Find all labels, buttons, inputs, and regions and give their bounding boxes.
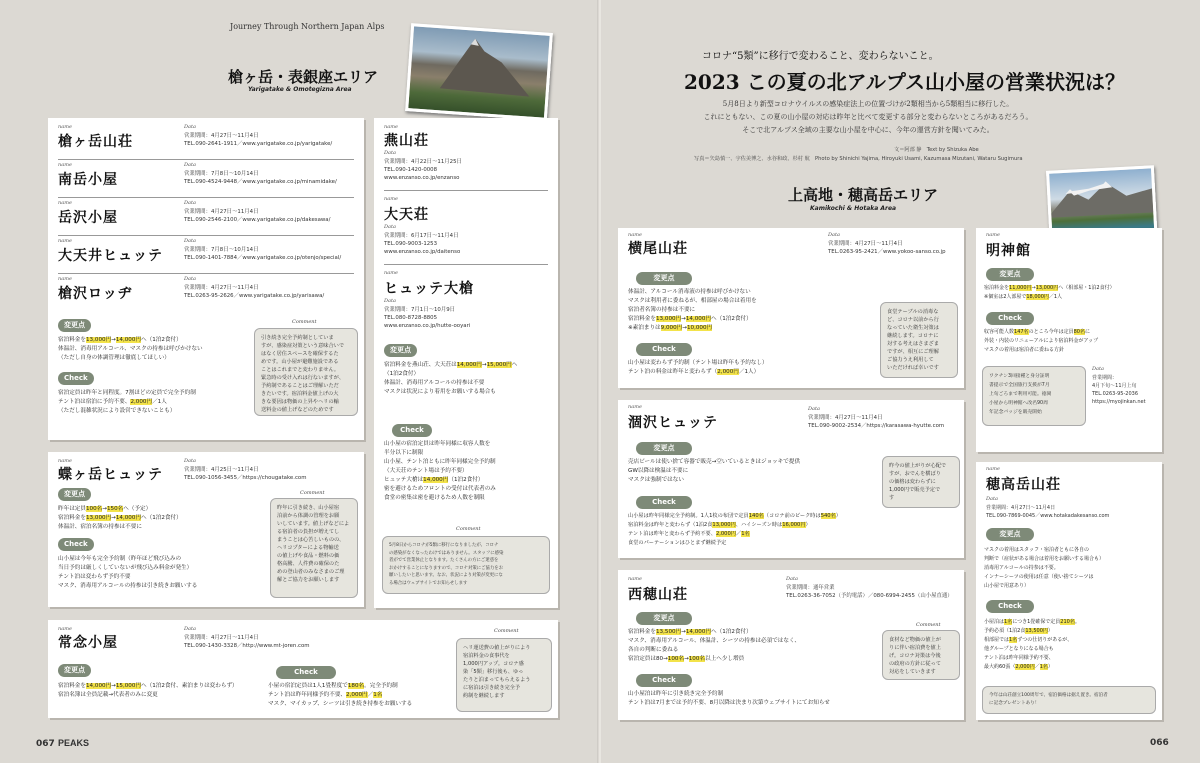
henkou-list — [384, 361, 517, 397]
name-label: name — [384, 124, 398, 130]
area-title: 槍ヶ岳・表銀座エリア — [228, 68, 379, 86]
comment-box: ワクチン3回接種と身分証明 書提示で全国旅行支援が7月 上旬ごろまで利用可能。徳岡 小屋から明神館へ改名90周 年記念バッジを販売開始 — [982, 366, 1086, 426]
comment-box: ヘリ運送費の値上がりにより 宿泊料金の食事代を 1,000円アップ。コロナ感 染「5類」移行後も、ゆっ たりと泊まってもらえるよう に宿泊は引き続き完全予 約制を継続します — [456, 638, 552, 712]
data-label: Data — [184, 124, 196, 130]
henkou-pill: 変更点 — [58, 664, 91, 677]
check-list — [268, 682, 412, 709]
right-page — [602, 0, 1200, 763]
data-label: Data — [184, 626, 196, 632]
comment-box: 昨今の値上がりが心配で すが、おでんを横ばり の価格は変わらずに 1,000円で販売予定で す — [882, 456, 960, 508]
name-label: name — [384, 196, 398, 202]
list-item: 体温計、宿泊名簿の持参は不要に — [58, 524, 142, 530]
data-label: Data — [184, 238, 196, 244]
card-hotaka — [976, 462, 1162, 720]
list-item: 外装・内装のリニューアルにより宿泊料金がアップ — [984, 338, 1099, 344]
check-list — [384, 440, 496, 503]
henkou-pill: 変更点 — [636, 612, 692, 625]
list-item: 山小屋、テント泊ともに昨年同様完全予約制 — [384, 459, 496, 465]
list-item: テント泊は7月までは予約不要、8月以降は決まり次第ウェブサイトにてお知らせ — [628, 700, 830, 706]
area-subtitle: Kamikochi & Hotaka Area — [810, 205, 897, 212]
list-item: 宿泊料金を13,500円→14,000円へ（1泊2食付） — [628, 629, 752, 635]
comment-label: Comment — [292, 319, 317, 325]
list-item: 宿泊料金を13,000円→14,000円へ（1泊2食付） — [58, 337, 182, 343]
list-item: テント泊の料金は昨年と変わらず（2,000円／1人） — [628, 369, 760, 375]
list-item: 山小屋泊は昨年に引き続き完全予約制 — [628, 691, 724, 697]
comment-label: Comment — [916, 622, 941, 628]
hut-data: 営業期間：4月27日～11月4日 TEL.090-2546-2100／www.yarigatake.co.jp/dakesawa/ — [184, 209, 331, 223]
comment-box: 食材など物価の値上が りに伴い宿泊費を値上 げ。コロナ対策は今後 の政府の方針に従って 対応をしていきます — [882, 630, 960, 680]
list-item: ※素泊まりは9,000円→10,000円 — [628, 325, 713, 331]
list-item: 昨年は定員100名→150名へ（予定） — [58, 506, 152, 512]
name-label: name — [384, 270, 398, 276]
list-item: 最大約60張（2,000円／1名） — [984, 664, 1053, 670]
henkou-pill: 変更点 — [636, 272, 692, 285]
check-pill: Check — [636, 343, 692, 356]
list-item: 食堂の密集は密を避けるため人数を制限 — [384, 495, 485, 501]
hut-name: 槍沢ロッヂ — [58, 286, 133, 302]
area-title: 上高地・穂高岳エリア — [788, 186, 939, 204]
check-pill: Check — [986, 600, 1034, 613]
henkou-list — [628, 628, 800, 664]
list-item: （ただし混雑状況により設営できないことも） — [58, 408, 176, 414]
list-item: 山小屋で用意あり） — [984, 583, 1030, 589]
list-item: 山小屋の宿泊定員は昨年同様に収容人数を — [384, 441, 491, 447]
list-item: マスクは利用者に委ねるが、相部屋の場合は着用を — [628, 298, 757, 304]
check-list — [58, 389, 196, 416]
comment-box: 食堂テーブルの消毒な ど、コロナ以前から行 なっていた衛生対策は 継続します。コロナに 対する考えはさまざま ですが、相互にご理解 ご協力うえ利用して いただければ幸いです — [880, 302, 958, 378]
card-chou — [48, 452, 364, 607]
list-item: 食堂のパーテーションはひとまず継続予定 — [628, 540, 727, 546]
list-item: 消毒用アルコールの持参は不要。 — [984, 565, 1059, 571]
hut-name: ヒュッテ大槍 — [384, 281, 474, 297]
list-item: 宿泊料金を13,000円→14,000円へ（1泊2食付） — [628, 316, 752, 322]
hut-data: 営業期間：7月8日～10月14日 TEL.090-4524-9448／www.yarigatake.co.jp/minamidake/ — [184, 171, 337, 185]
list-item: ヒュッテ大槍は14,000円（1泊2食付） — [384, 477, 484, 483]
list-item: マスク、マイカップ、シーツは引き続き持参をお願いする — [268, 701, 413, 707]
hut-name: 大天井ヒュッテ — [58, 248, 163, 264]
list-item: 判断で（症状がある場合は着用をお願いする場合も） — [984, 556, 1105, 562]
main-title: 2023 この夏の北アルプス山小屋の営業状況は？ — [684, 70, 1126, 94]
list-item: 山小屋は今年も完全予約制（昨年ほど飛び込みの — [58, 556, 182, 562]
henkou-pill: 変更点 — [986, 268, 1034, 281]
list-item: マスクの着用はスタッフ・宿泊者ともに各自の — [984, 547, 1090, 553]
name-label: name — [58, 238, 72, 244]
comment-label: Comment — [300, 490, 325, 496]
hut-data: 営業期間：4月27日～11月4日 TEL.090-9002-2534／https://karasawa-hyutte.com — [808, 415, 945, 429]
list-item: 宿泊定員は昨年と同程度。7割ほどの定員で完全予約制 — [58, 390, 196, 396]
comment-box: 昨年に引き続き、山小屋宿 泊前から体調の管理をお願 いしています。値上げなどによ る宿泊者の負担が増えてし まうことは心苦しいものの、 ヘリコプターによる物輸送 の値上げや食品・燃料の価 格高騰、人件費の確保のた めの登山者のみなさまのご理 解とご協力をお願いします — [270, 498, 358, 598]
henkou-pill: 変更点 — [384, 344, 417, 357]
hut-name: 涸沢ヒュッテ — [628, 415, 718, 431]
list-item: 宿泊料金を13,000円→14,000円へ（1泊2食付） — [58, 515, 182, 521]
area-subtitle: Yarigatake & Omotegizna Area — [248, 86, 352, 93]
list-item: 宿泊者名簿の持参は不要に — [628, 307, 696, 313]
henkou-list — [58, 682, 238, 700]
list-item: 予約必須（1泊2食13,500円） — [984, 628, 1053, 634]
list-item: 小屋泊は1名につき1畳確保で定員210名。 — [984, 619, 1080, 625]
check-list — [628, 512, 841, 548]
henkou-list — [58, 336, 203, 363]
folio-left: 067 PEAKS — [36, 738, 89, 749]
list-item: 宿泊料金を14,000円→15,000円へ（1泊2食付、素泊まりは変わらず） — [58, 683, 238, 689]
list-item: （1泊2食付） — [384, 371, 420, 377]
list-item: 各自の判断に委ねる — [628, 647, 679, 653]
comment-box: 5月8日からコロナが5類に移行になりましたが、コロナ の感染がなくなったわけではありません。スタッフに感染 者がでて営業休止となります。たくさんの方にご迷惑を おかけすることになりますので、コロナ対策にご協力をお 願いしたいと思います。なお、状況により対策が変更にな る場合はウェブサイトでお知らせします — [382, 536, 550, 594]
name-label: name — [628, 404, 642, 410]
henkou-pill: 変更点 — [58, 319, 91, 332]
hut-data: 営業期間：4月27日～11月4日 TEL.0263-95-2626／www.yarigatake.co.jp/yarisawa/ — [184, 285, 325, 299]
hut-data: 営業期間： 4月下旬～11月上旬 TEL.0263-95-2036 https://myojinkan.net — [1092, 375, 1146, 405]
hut-name: 燕山荘 — [384, 133, 429, 149]
hut-name: 穂高岳山荘 — [986, 477, 1061, 493]
hut-data: 営業期間：4月27日～11月4日 TEL.090-1430-3328／http://www.mt-joren.com — [184, 635, 310, 649]
list-item: 宿泊料金を燕山荘、大天荘は14,000円→15,000円へ — [384, 362, 518, 368]
running-head: Journey Through Northern Japan Alps — [230, 22, 385, 31]
check-list — [628, 359, 768, 377]
data-label: Data — [786, 576, 798, 582]
left-page — [0, 0, 598, 763]
name-label: name — [58, 124, 72, 130]
hut-data: 営業期間：7月8日～10月14日 TEL.090-1401-7884／www.yarigatake.co.jp/otenjo/special/ — [184, 247, 342, 261]
list-item: 体温計、消毒用アルコールの持参は不要 — [384, 380, 485, 386]
data-label: Data — [1092, 366, 1104, 372]
list-item: マスク、消毒用アルコールの持参は引き続きお願いする — [58, 583, 198, 589]
list-item: テント泊は昨年と変わらず予約不要、2,000円／1名 — [628, 531, 750, 537]
card-yokoo — [618, 228, 964, 388]
card-jonen — [48, 620, 558, 718]
check-pill: Check — [986, 312, 1034, 325]
name-label: name — [58, 162, 72, 168]
henkou-list — [628, 288, 757, 333]
hut-data: 営業期間：7月1日～10月9日 TEL.080-8728-8805 www.enzanso.co.jp/hutte-ooyari — [384, 307, 471, 329]
list-item: 宿泊定員は80→100名→100名以上へ少し増員 — [628, 656, 745, 662]
data-label: Data — [828, 232, 840, 238]
list-item: 密を避けるためフロントの受付は代表者のみ — [384, 486, 496, 492]
list-item: （大天荘のテント場は予約不要） — [384, 468, 468, 474]
list-item: テント泊は変わらず予約不要 — [58, 574, 131, 580]
check-list — [58, 555, 197, 591]
list-item: GW以降は検温は不要に — [628, 468, 689, 474]
hut-name: 常念小屋 — [58, 635, 118, 651]
list-item: 体温計、アルコール消毒液の持参は呼びかけない — [628, 289, 751, 295]
data-label: Data — [384, 298, 396, 304]
name-label: name — [986, 466, 1000, 472]
hut-name: 明神館 — [986, 243, 1031, 259]
list-item: （ただし自身の体調管理は徹底してほしい） — [58, 355, 170, 361]
hut-name: 西穂山荘 — [628, 587, 688, 603]
comment-label: Comment — [456, 526, 481, 532]
check-pill: Check — [392, 424, 432, 437]
name-label: name — [628, 576, 642, 582]
list-item: 半分以下に制限 — [384, 450, 424, 456]
hut-data: 営業期間：4月22日～11月25日 TEL.090-1420-0008 www.enzanso.co.jp/enzanso — [384, 159, 462, 181]
hut-name: 横尾山荘 — [628, 241, 688, 257]
intro-text: 5月8日より新型コロナウイルスの感染症法上の位置づけが2類相当から5類相当に移行した。 これにともない、この夏の山小屋の対応は昨年と比べて変更する部分と変わらないところがあるだろう。 そこで北アルプス全域の主要な山小屋を中心に、今年の運営方針を聞いてみた。 — [703, 100, 1033, 134]
data-label: Data — [384, 224, 396, 230]
henkou-pill: 変更点 — [636, 442, 692, 455]
list-item: マスクは強制ではない — [628, 477, 684, 483]
hut-data: 営業期間：通年営業 TEL.0263-36-7052（予約電話）／080-6994-2455（山小屋直通） — [786, 585, 953, 599]
credit-photo: 写真＝矢島慎一、宇佐美博之、水谷和政、杉村 航 Photo by Shinichi Yajima, Hiroyuki Usami, Kazumasa Mizutani, Wataru Sugimura — [694, 156, 1023, 162]
name-label: name — [58, 458, 72, 464]
list-item: テント泊は宿泊に予約不要、2,000円／1人 — [58, 399, 167, 405]
name-label: name — [628, 232, 642, 238]
list-item: 相部屋では1名ずつの仕切りがあるが、 — [984, 637, 1073, 643]
hut-data: 営業期間：4月25日～11月4日 TEL.090-1056-3455／https://chougatake.com — [184, 467, 307, 481]
list-item: テント泊は昨年同様予約不要、 — [984, 655, 1054, 661]
list-item: 収容可能人数147名のところ今年は定員80名に — [984, 329, 1090, 335]
name-label: name — [986, 232, 1000, 238]
hut-name: 槍ヶ岳山荘 — [58, 134, 133, 150]
hut-name: 蝶ヶ岳ヒュッテ — [58, 467, 163, 483]
data-label: Data — [384, 150, 396, 156]
kicker: コロナ“5類”に移行で変わること、変わらないこと。 — [702, 51, 939, 62]
list-item: マスクは状況により着用をお願いする場合も — [384, 389, 496, 395]
name-label: name — [58, 626, 72, 632]
check-pill: Check — [636, 674, 692, 687]
name-label: name — [58, 200, 72, 206]
list-item: テント泊は昨年同様予約不要、2,000円／1名 — [268, 692, 383, 698]
data-label: Data — [808, 406, 820, 412]
check-pill: Check — [58, 538, 94, 551]
card-nishiho — [618, 570, 964, 720]
henkou-pill: 変更点 — [58, 488, 91, 501]
list-item: 山小屋は変わらず予約制（テント場は昨年も予約なし） — [628, 360, 768, 366]
data-label: Data — [184, 200, 196, 206]
check-list — [984, 618, 1080, 672]
list-item: 宿泊料金を11,000円→13,000円へ（相部屋・1泊2食付） — [984, 285, 1115, 291]
list-item: 当日予約は厳しくしていないが飛び込み料金が発生） — [58, 565, 193, 571]
henkou-pill: 変更点 — [986, 528, 1034, 541]
hut-name: 南岳小屋 — [58, 172, 118, 188]
list-item: マスクの着用は宿泊者に委ねる方針 — [984, 347, 1065, 353]
data-label: Data — [184, 458, 196, 464]
list-item: 小屋の宿泊定員は1人1畳程度で180名。完全予約制 — [268, 683, 398, 689]
hut-data: 営業期間：4月27日～11月4日 TEL.090-7869-0045／www.hotakadakesanso.com — [986, 505, 1110, 519]
list-item: 売店ビールは使い捨て容器で販売→空いているときはジョッキで提供 — [628, 459, 801, 465]
henkou-list — [628, 458, 800, 485]
henkou-list — [984, 546, 1104, 591]
check-list — [628, 690, 830, 708]
hut-name: 岳沢小屋 — [58, 210, 118, 226]
folio-right: 066 — [1150, 738, 1169, 748]
check-list — [984, 328, 1098, 355]
check-pill: Check — [636, 496, 692, 509]
comment-label: Comment — [494, 628, 519, 634]
list-item: 宿泊料金は昨年と変わらず（1泊2食13,000円、ハイシーズン時は16,000円） — [628, 522, 811, 528]
list-item: ※個室は2人部屋で18,000円／1人 — [984, 294, 1063, 300]
credit-text: 文＝阿部 静 Text by Shizuka Abe — [894, 147, 979, 153]
list-item: 宿泊名簿は全員記載→代表者のみに変更 — [58, 692, 158, 698]
list-item: 山小屋は昨年同様完全予約制。1人1枚の布団で定員140名（コロナ前のピーク時は540名） — [628, 513, 841, 519]
hut-data: 営業期間：4月27日～11月4日 TEL.0263-95-2421／www.yokoo-sanso.co.jp — [828, 241, 946, 255]
card-enzanso — [374, 118, 558, 608]
card-karasawa — [618, 400, 964, 558]
henkou-list — [984, 284, 1115, 302]
list-item: 体温計、消毒用アルコール、マスクの持参は呼びかけない — [58, 346, 203, 352]
name-label: name — [58, 276, 72, 282]
hut-name: 大天荘 — [384, 207, 429, 223]
list-item: マスク、消毒用アルコール、体温計、シーツの持参は必須ではなく、 — [628, 638, 801, 644]
check-pill: Check — [276, 666, 336, 679]
hut-data: 営業期間：4月27日～11月4日 TEL.090-2641-1911／www.yarigatake.co.jp/yarigatake/ — [184, 133, 333, 147]
comment-box: 今年は山荘創立100周年で、宿泊価格は据え置き。宿泊者 に記念プレゼントあり！ — [982, 686, 1156, 714]
mountain-photo — [405, 23, 553, 121]
data-label: Data — [986, 496, 998, 502]
henkou-list — [58, 505, 182, 532]
list-item: インナーシーツの使用は任意（使い捨てシーツは — [984, 574, 1094, 580]
card-myojin — [976, 228, 1162, 452]
comment-box: 引き続き完全予約制としていま すが、感染症対策という意味合いで はなく居住スペースを確保するた めです。山小屋が避難施設である ことはこれまでと変わりません。 緊急時の受け入れは行ないますが、 予約制であることはご理解いただ きたいです。宿泊料金値上げの大 きな要因は物価の上昇やヘリの輸 送料金の値上げなどのためです — [254, 328, 358, 416]
list-item: 他グループとなりになる場合も — [984, 646, 1054, 652]
data-label: Data — [184, 162, 196, 168]
check-pill: Check — [58, 372, 94, 385]
card-yari — [48, 118, 364, 440]
hut-data: 営業期間：6月17日～11月4日 TEL.090-9003-1253 www.enzanso.co.jp/daitenso — [384, 233, 461, 255]
data-label: Data — [184, 276, 196, 282]
